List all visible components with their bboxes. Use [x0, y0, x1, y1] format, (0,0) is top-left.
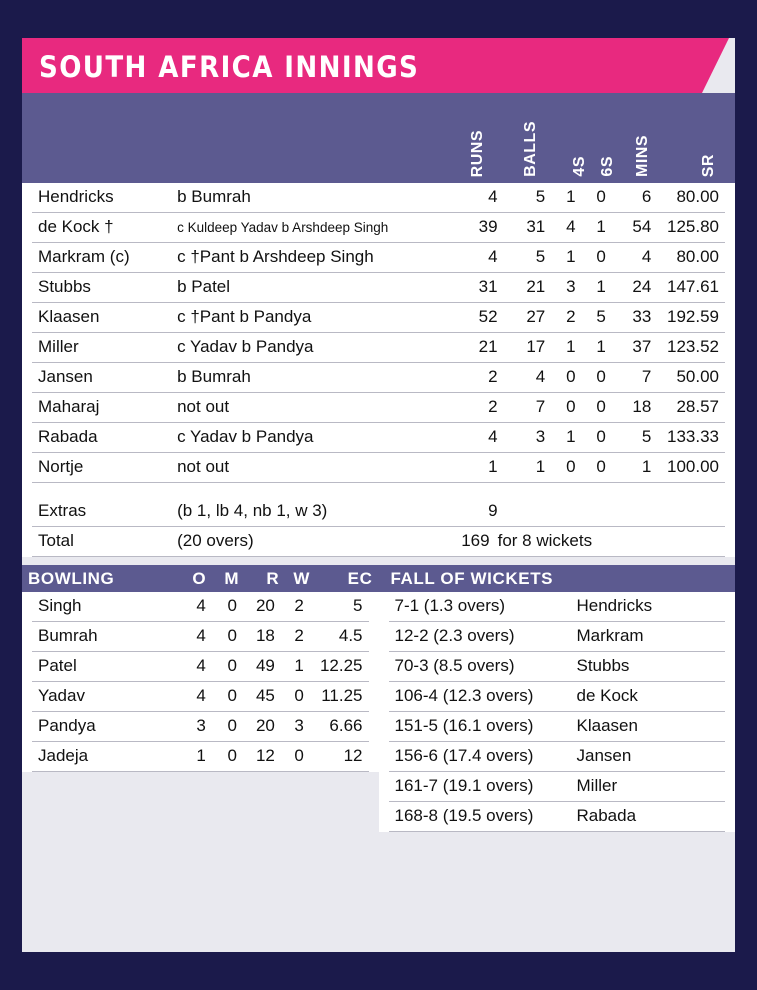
scorecard-card: [22, 38, 735, 952]
batter-fours: 1: [545, 183, 575, 213]
table-row: [389, 802, 726, 832]
extras-blank-6s: [576, 497, 606, 527]
batter-balls: 5: [498, 183, 546, 213]
column-header-overs: O: [192, 569, 207, 588]
bowling-table-wrapper: [22, 592, 379, 772]
batter-balls: 31: [498, 213, 546, 243]
batting-column-header-band: [22, 93, 735, 183]
bowler-name: Patel: [32, 652, 172, 682]
bowler-runs: 45: [237, 682, 275, 712]
total-detail: (20 overs): [177, 527, 446, 557]
batter-runs: 21: [446, 333, 498, 363]
batter-mins: 6: [606, 183, 651, 213]
bowling-header-table: [22, 565, 379, 592]
bowler-wickets: 0: [275, 682, 304, 712]
extras-blank-balls: [498, 497, 546, 527]
fall-of-wickets-table: [389, 592, 726, 832]
batter-mins: 18: [606, 393, 651, 423]
table-row: [32, 183, 725, 213]
bowler-overs: 4: [172, 682, 205, 712]
table-row: [32, 303, 725, 333]
batter-name: Hendricks: [32, 183, 177, 213]
batter-sixes: 0: [576, 363, 606, 393]
extras-blank-sr: [651, 497, 725, 527]
batter-fours: 1: [545, 423, 575, 453]
batter-sixes: 0: [576, 423, 606, 453]
table-row: [32, 243, 725, 273]
bowler-maidens: 0: [206, 652, 237, 682]
total-row: [32, 527, 725, 557]
batter-fours: 0: [545, 393, 575, 423]
dismissal: not out: [177, 453, 446, 483]
column-header-mins: MINS: [634, 135, 651, 177]
dismissal: c Yadav b Pandya: [177, 423, 446, 453]
bowler-maidens: 0: [206, 742, 237, 772]
batter-sr: 100.00: [651, 453, 725, 483]
page-title: SOUTH AFRICA INNINGS: [39, 50, 420, 84]
batter-sixes: 0: [576, 183, 606, 213]
bowler-maidens: 0: [206, 682, 237, 712]
table-row: [32, 363, 725, 393]
total-label: Total: [32, 527, 177, 557]
batter-sixes: 0: [576, 453, 606, 483]
batter-sr: 80.00: [651, 183, 725, 213]
bowler-wickets: 3: [275, 712, 304, 742]
batter-mins: 37: [606, 333, 651, 363]
batter-runs: 39: [446, 213, 498, 243]
bowler-overs: 4: [172, 652, 205, 682]
table-row: [32, 622, 369, 652]
bowler-maidens: 0: [206, 712, 237, 742]
batter-mins: 24: [606, 273, 651, 303]
batter-sr: 28.57: [651, 393, 725, 423]
batter-fours: 0: [545, 453, 575, 483]
innings-banner: [22, 38, 702, 93]
dismissal: c Kuldeep Yadav b Arshdeep Singh: [177, 213, 446, 243]
batter-runs: 4: [446, 243, 498, 273]
column-header-balls: BALLS: [522, 121, 539, 177]
fow-score: 168-8 (19.5 overs): [389, 802, 577, 832]
column-header-4s: 4S: [571, 156, 588, 177]
column-header-economy: EC: [347, 569, 373, 588]
batter-name: de Kock †: [32, 213, 177, 243]
table-row: [32, 333, 725, 363]
batter-mins: 4: [606, 243, 651, 273]
batter-mins: 54: [606, 213, 651, 243]
batter-runs: 4: [446, 423, 498, 453]
batter-runs: 4: [446, 183, 498, 213]
batter-name: Maharaj: [32, 393, 177, 423]
dismissal: b Bumrah: [177, 363, 446, 393]
fall-of-wickets-title: FALL OF WICKETS: [379, 565, 736, 592]
bowler-economy: 12: [304, 742, 369, 772]
bowler-name: Yadav: [32, 682, 172, 712]
batter-balls: 17: [498, 333, 546, 363]
fow-score: 7-1 (1.3 overs): [389, 592, 577, 622]
batter-sr: 192.59: [651, 303, 725, 333]
total-value: 169: [446, 527, 498, 557]
fow-score: 156-6 (17.4 overs): [389, 742, 577, 772]
table-row: [32, 742, 369, 772]
fow-score: 70-3 (8.5 overs): [389, 652, 577, 682]
batter-balls: 27: [498, 303, 546, 333]
batter-name: Klaasen: [32, 303, 177, 333]
batter-name: Nortje: [32, 453, 177, 483]
table-row: [389, 712, 726, 742]
batter-sixes: 1: [576, 273, 606, 303]
table-row: [389, 592, 726, 622]
batter-sixes: 1: [576, 333, 606, 363]
total-wickets: for 8 wickets: [498, 527, 725, 557]
batter-sixes: 0: [576, 393, 606, 423]
dismissal: c Yadav b Pandya: [177, 333, 446, 363]
fow-batter: Klaasen: [577, 712, 726, 742]
bowler-economy: 5: [304, 592, 369, 622]
table-row: [389, 622, 726, 652]
batter-balls: 7: [498, 393, 546, 423]
column-header-runs: RUNS: [469, 129, 486, 177]
batter-fours: 4: [545, 213, 575, 243]
batter-name: Markram (c): [32, 243, 177, 273]
table-row: [32, 213, 725, 243]
extras-label: Extras: [32, 497, 177, 527]
bowler-economy: 12.25: [304, 652, 369, 682]
bowler-economy: 6.66: [304, 712, 369, 742]
fow-batter: Hendricks: [577, 592, 726, 622]
extras-blank-4s: [545, 497, 575, 527]
fow-score: 161-7 (19.1 overs): [389, 772, 577, 802]
batter-name: Rabada: [32, 423, 177, 453]
bowling-title: BOWLING: [28, 569, 115, 588]
batter-name: Miller: [32, 333, 177, 363]
fall-of-wickets-wrapper: [379, 592, 736, 832]
fow-score: 151-5 (16.1 overs): [389, 712, 577, 742]
bowler-name: Singh: [32, 592, 172, 622]
batting-table: [32, 183, 725, 557]
extras-detail: (b 1, lb 4, nb 1, w 3): [177, 497, 446, 527]
bowling-table: [32, 592, 369, 772]
batter-fours: 0: [545, 363, 575, 393]
fow-batter: Stubbs: [577, 652, 726, 682]
batter-name: Stubbs: [32, 273, 177, 303]
batter-fours: 1: [545, 243, 575, 273]
batter-mins: 5: [606, 423, 651, 453]
fow-score: 106-4 (12.3 overs): [389, 682, 577, 712]
batter-runs: 1: [446, 453, 498, 483]
bowler-name: Bumrah: [32, 622, 172, 652]
column-header-6s: 6S: [599, 156, 616, 177]
bowler-name: Pandya: [32, 712, 172, 742]
dismissal: b Bumrah: [177, 183, 446, 213]
table-row: [32, 423, 725, 453]
bowling-section: [22, 565, 379, 832]
batter-balls: 1: [498, 453, 546, 483]
extras-value: 9: [446, 497, 498, 527]
lower-section: [22, 557, 735, 832]
table-row: [389, 772, 726, 802]
batter-balls: 3: [498, 423, 546, 453]
bowler-runs: 12: [237, 742, 275, 772]
fall-of-wickets-section: [379, 565, 736, 832]
batter-sr: 125.80: [651, 213, 725, 243]
batter-balls: 21: [498, 273, 546, 303]
table-row: [32, 453, 725, 483]
fow-batter: de Kock: [577, 682, 726, 712]
bowler-maidens: 0: [206, 622, 237, 652]
dismissal: not out: [177, 393, 446, 423]
batter-sixes: 5: [576, 303, 606, 333]
table-row: [389, 742, 726, 772]
bowler-runs: 20: [237, 592, 275, 622]
dismissal: b Patel: [177, 273, 446, 303]
bowler-runs: 20: [237, 712, 275, 742]
fow-batter: Miller: [577, 772, 726, 802]
batter-mins: 7: [606, 363, 651, 393]
table-row: [32, 652, 369, 682]
fow-batter: Markram: [577, 622, 726, 652]
batter-balls: 4: [498, 363, 546, 393]
bowler-wickets: 2: [275, 592, 304, 622]
batter-sixes: 0: [576, 243, 606, 273]
fow-batter: Rabada: [577, 802, 726, 832]
dismissal: c †Pant b Pandya: [177, 303, 446, 333]
batter-fours: 2: [545, 303, 575, 333]
column-header-sr: SR: [700, 153, 717, 177]
batter-sr: 133.33: [651, 423, 725, 453]
table-spacer: [32, 483, 725, 498]
batter-runs: 2: [446, 363, 498, 393]
bowler-economy: 4.5: [304, 622, 369, 652]
extras-blank-mins: [606, 497, 651, 527]
batter-mins: 1: [606, 453, 651, 483]
batter-sr: 147.61: [651, 273, 725, 303]
bowler-runs: 18: [237, 622, 275, 652]
bowler-name: Jadeja: [32, 742, 172, 772]
batter-fours: 3: [545, 273, 575, 303]
bowler-maidens: 0: [206, 592, 237, 622]
bowler-overs: 4: [172, 622, 205, 652]
bowler-economy: 11.25: [304, 682, 369, 712]
batter-balls: 5: [498, 243, 546, 273]
bowler-overs: 1: [172, 742, 205, 772]
batter-name: Jansen: [32, 363, 177, 393]
bowler-wickets: 2: [275, 622, 304, 652]
bowler-runs: 49: [237, 652, 275, 682]
bowler-overs: 3: [172, 712, 205, 742]
table-row: [389, 682, 726, 712]
dismissal: c †Pant b Arshdeep Singh: [177, 243, 446, 273]
bowler-wickets: 1: [275, 652, 304, 682]
table-row: [32, 712, 369, 742]
table-row: [32, 682, 369, 712]
bowler-overs: 4: [172, 592, 205, 622]
extras-row: [32, 497, 725, 527]
fow-score: 12-2 (2.3 overs): [389, 622, 577, 652]
column-header-maidens: M: [224, 569, 240, 588]
batter-runs: 52: [446, 303, 498, 333]
bowling-header-band: [22, 565, 379, 592]
batter-sr: 123.52: [651, 333, 725, 363]
column-header-wickets: W: [293, 569, 310, 588]
table-row: [389, 652, 726, 682]
batter-fours: 1: [545, 333, 575, 363]
batter-runs: 31: [446, 273, 498, 303]
batting-table-wrapper: [22, 183, 735, 557]
table-row: [32, 393, 725, 423]
batter-runs: 2: [446, 393, 498, 423]
batter-sixes: 1: [576, 213, 606, 243]
batter-mins: 33: [606, 303, 651, 333]
batter-sr: 80.00: [651, 243, 725, 273]
table-row: [32, 592, 369, 622]
fow-batter: Jansen: [577, 742, 726, 772]
table-row: [32, 273, 725, 303]
bowler-wickets: 0: [275, 742, 304, 772]
column-header-bowl-runs: R: [266, 569, 280, 588]
batter-sr: 50.00: [651, 363, 725, 393]
